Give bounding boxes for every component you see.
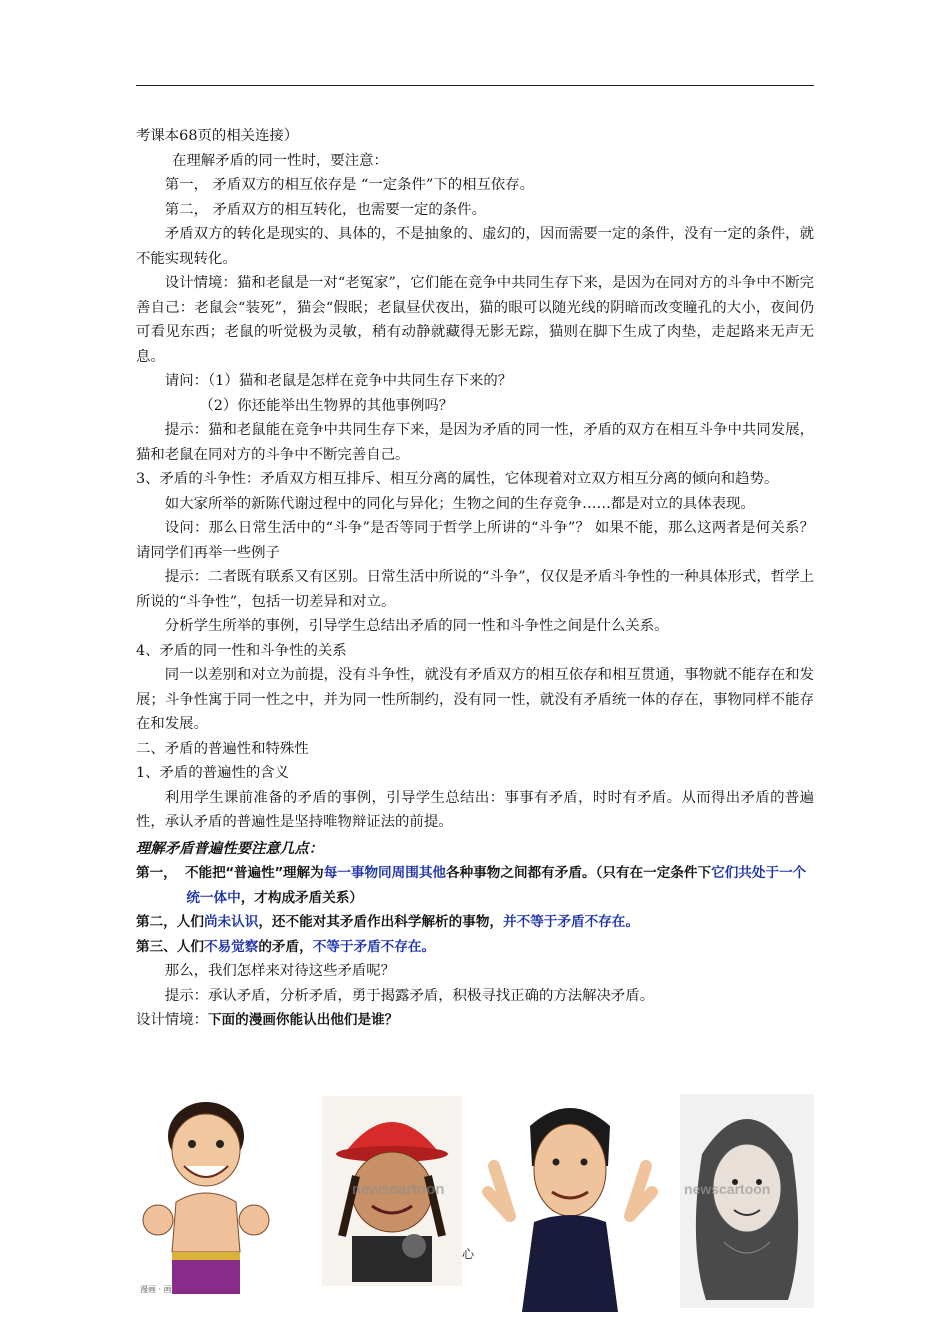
para-line: 考课本68页的相关连接）: [136, 128, 299, 144]
para-paragraph: 提示：猫和老鼠能在竞争中共同生存下来，是因为矛盾的同一性，矛盾的双方在相互斗争中共同发展，猫和老鼠在同对方的斗争中不断完善自己。: [136, 422, 814, 463]
note-second: 第二，人们尚未认识，还不能对其矛盾作出科学解析的事物，并不等于矛盾不存在。: [136, 914, 639, 930]
header-rule: [136, 85, 814, 86]
cartoon-gesture-image: [480, 1096, 660, 1312]
document-body: [136, 124, 814, 1033]
note-third: 第三、人们不易觉察的矛盾，不等于矛盾不存在。: [136, 938, 436, 955]
para-line: 提示：承认矛盾，分析矛盾，勇于揭露矛盾，积极寻找正确的方法解决矛盾。: [164, 987, 655, 1004]
para-paragraph: 提示：二者既有联系又有区别。日常生活中所说的“斗争”，仅仅是矛盾斗争性的一种具体形式，哲学上所说的“斗争性”，包括一切差异和对立。: [136, 569, 814, 610]
section-heading: 二、矛盾的普遍性和特殊性: [136, 740, 309, 757]
section-heading: 1、矛盾的普遍性的含义: [136, 765, 290, 781]
para-line: 在理解矛盾的同一性时，要注意：: [172, 152, 388, 169]
para-paragraph: 设问：那么日常生活中的“斗争”是否等同于哲学上所讲的“斗争”？ 如果不能，那么这两者是何关系？请同学们再举一些例子: [136, 520, 814, 561]
para-paragraph: 分析学生所举的事例，引导学生总结出矛盾的同一性和斗争性之间是什么关系。: [164, 618, 669, 634]
para-paragraph: 如大家所举的新陈代谢过程中的同化与异化；生物之间的生存竞争……都是对立的具体表现。: [164, 495, 755, 512]
section-heading: 3、矛盾的斗争性：矛盾双方相互排斥、相互分离的属性，它体现着对立双方相互分离的倾向和趋势。: [136, 471, 779, 487]
para-paragraph: 设计情境：猫和老鼠是一对“老冤家”，它们能在竞争中共同生存下来，是因为在同对方的斗争中不断完善自己：老鼠会“装死”，猫会“假眠；老鼠昼伏夜出，猫的眼可以随光线的阴暗而改变瞳孔的大小，夜间仍可看见东西；老鼠的听觉极为灵敏，稍有动静就藏得无影无踪，猫则在脚下生成了肉垫，走起路来无声无息。: [136, 275, 814, 365]
para-line: 那么，我们怎样来对待这些矛盾呢？: [164, 963, 396, 979]
center-glyph: 心: [462, 1247, 475, 1261]
para-line: 第二， 矛盾双方的相互转化，也需要一定的条件。: [164, 201, 486, 218]
svg-text:newscartoon: newscartoon: [684, 1181, 771, 1197]
note-first: 第一， 不能把“普遍性”理解为每一事物同周围其他各种事物之间都有矛盾。（只有在一定条件下它们共处于一个统一体中，才构成矛盾关系）: [136, 865, 807, 906]
svg-text:newscartoon: newscartoon: [352, 1181, 445, 1198]
para-paragraph: 同一以差别和对立为前提，没有斗争性，就没有矛盾双方的相互依存和相互贯通，事物就不能存在和发展；斗争性寓于同一性之中，并为同一性所制约，没有同一性，就没有矛盾统一体的存在，事物同样不能存在和发展。: [136, 667, 814, 732]
notes-title: 理解矛盾普遍性要注意几点：: [136, 840, 324, 857]
cartoon-woman-image: [680, 1094, 814, 1308]
svg-text:漫画 · 画: 漫画 · 画: [140, 1285, 172, 1294]
para-question: （2）你还能举出生物界的其他事例吗？: [199, 397, 454, 414]
para-line: 第一， 矛盾双方的相互依存是 “一定条件”下的相互依存。: [164, 177, 535, 193]
cartoon-strip: [136, 1092, 816, 1312]
para-paragraph: 矛盾双方的转化是现实的、具体的，不是抽象的、虚幻的，因而需要一定的条件，没有一定的条件，就不能实现转化。: [136, 226, 814, 267]
design-line: 设计情境：下面的漫画你能认出他们是谁？: [136, 1012, 399, 1028]
para-paragraph: 利用学生课前准备的矛盾的事例，引导学生总结出：事事有矛盾，时时有矛盾。从而得出矛盾的普遍性，承认矛盾的普遍性是坚持唯物辩证法的前提。: [136, 789, 814, 830]
cartoon-singer-image: [322, 1096, 462, 1286]
para-question: 请问：（1）猫和老鼠是怎样在竞争中共同生存下来的？: [164, 373, 513, 389]
cartoon-fighter-image: [136, 1092, 276, 1302]
section-heading: 4、矛盾的同一性和斗争性的关系: [136, 642, 347, 659]
